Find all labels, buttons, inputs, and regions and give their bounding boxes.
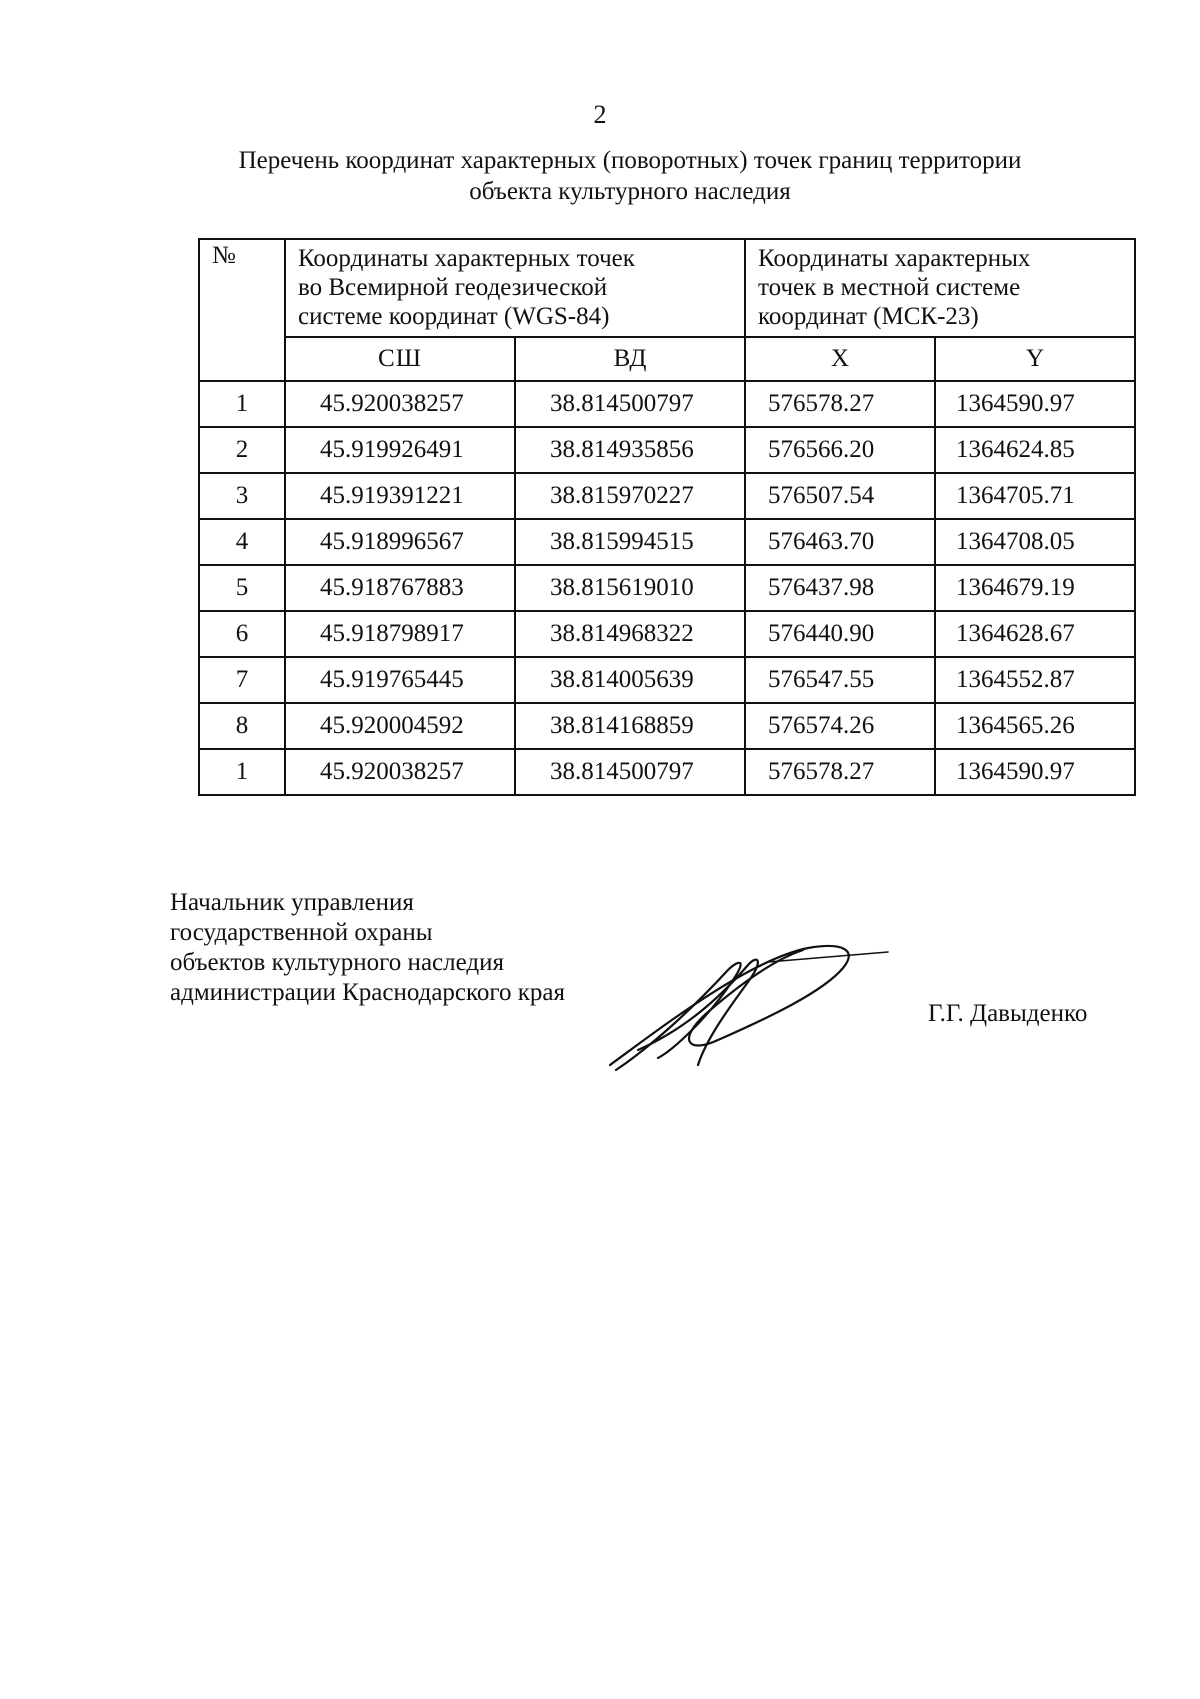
cell-y: 1364679.19 [935,565,1135,611]
cell-latitude: 45.919926491 [285,427,515,473]
header-x: X [745,337,935,381]
cell-latitude: 45.918798917 [285,611,515,657]
position-line: объектов культурного наследия [170,949,504,976]
header-longitude: ВД [515,337,745,381]
table-header-row [199,239,1135,337]
cell-latitude: 45.918996567 [285,519,515,565]
signer-name: Г.Г. Давыденко [928,1000,1088,1027]
cell-longitude: 38.814935856 [515,427,745,473]
cell-x: 576566.20 [745,427,935,473]
cell-point-number: 5 [199,565,285,611]
position-line: Начальник управления [170,889,414,916]
coordinates-table [198,238,1136,796]
cell-x: 576507.54 [745,473,935,519]
cell-point-number: 1 [199,381,285,427]
cell-point-number: 3 [199,473,285,519]
cell-point-number: 7 [199,657,285,703]
header-y: Y [935,337,1135,381]
cell-point-number: 6 [199,611,285,657]
cell-longitude: 38.815970227 [515,473,745,519]
cell-y: 1364590.97 [935,381,1135,427]
table-subheader-row [199,337,1135,381]
header-wgs84 [285,239,745,337]
header-msk23-line: координат (МСК-23) [758,303,979,330]
title-line-2: объекта культурного наследия [469,178,791,205]
header-msk23-line: точек в местной системе [758,274,1021,301]
cell-x: 576578.27 [745,381,935,427]
header-wgs84-line: Координаты характерных точек [298,245,635,272]
cell-x: 576574.26 [745,703,935,749]
document-title [150,145,1110,207]
signatory-position [170,888,565,1008]
table-row [199,427,1135,473]
table-row [199,519,1135,565]
cell-y: 1364624.85 [935,427,1135,473]
cell-y: 1364552.87 [935,657,1135,703]
cell-latitude: 45.920038257 [285,381,515,427]
cell-point-number: 8 [199,703,285,749]
cell-longitude: 38.815619010 [515,565,745,611]
cell-y: 1364628.67 [935,611,1135,657]
handwritten-signature [598,930,898,1080]
cell-x: 576547.55 [745,657,935,703]
cell-y: 1364708.05 [935,519,1135,565]
header-number: № [199,239,285,381]
cell-y: 1364565.26 [935,703,1135,749]
table-row [199,473,1135,519]
cell-point-number: 2 [199,427,285,473]
cell-y: 1364705.71 [935,473,1135,519]
table-row [199,749,1135,795]
title-line-1: Перечень координат характерных (поворотных) точек границ территории [238,147,1022,174]
cell-latitude: 45.919391221 [285,473,515,519]
cell-longitude: 38.814500797 [515,381,745,427]
cell-latitude: 45.920004592 [285,703,515,749]
table-row [199,381,1135,427]
position-line: администрации Краснодарского края [170,979,566,1006]
position-line: государственной охраны [170,919,433,946]
header-wgs84-line: во Всемирной геодезической [298,274,608,301]
header-msk23-line: Координаты характерных [758,245,1031,272]
cell-x: 576437.98 [745,565,935,611]
table-row [199,657,1135,703]
cell-x: 576578.27 [745,749,935,795]
cell-longitude: 38.814500797 [515,749,745,795]
cell-x: 576440.90 [745,611,935,657]
cell-y: 1364590.97 [935,749,1135,795]
table-row [199,703,1135,749]
page-number: 2 [593,100,607,129]
table-row [199,565,1135,611]
cell-longitude: 38.815994515 [515,519,745,565]
cell-latitude: 45.918767883 [285,565,515,611]
cell-longitude: 38.814968322 [515,611,745,657]
header-latitude: СШ [285,337,515,381]
cell-point-number: 1 [199,749,285,795]
header-msk23 [745,239,1135,337]
cell-latitude: 45.920038257 [285,749,515,795]
cell-latitude: 45.919765445 [285,657,515,703]
cell-x: 576463.70 [745,519,935,565]
cell-longitude: 38.814005639 [515,657,745,703]
cell-longitude: 38.814168859 [515,703,745,749]
table-row [199,611,1135,657]
header-wgs84-line: системе координат (WGS-84) [298,303,610,330]
cell-point-number: 4 [199,519,285,565]
